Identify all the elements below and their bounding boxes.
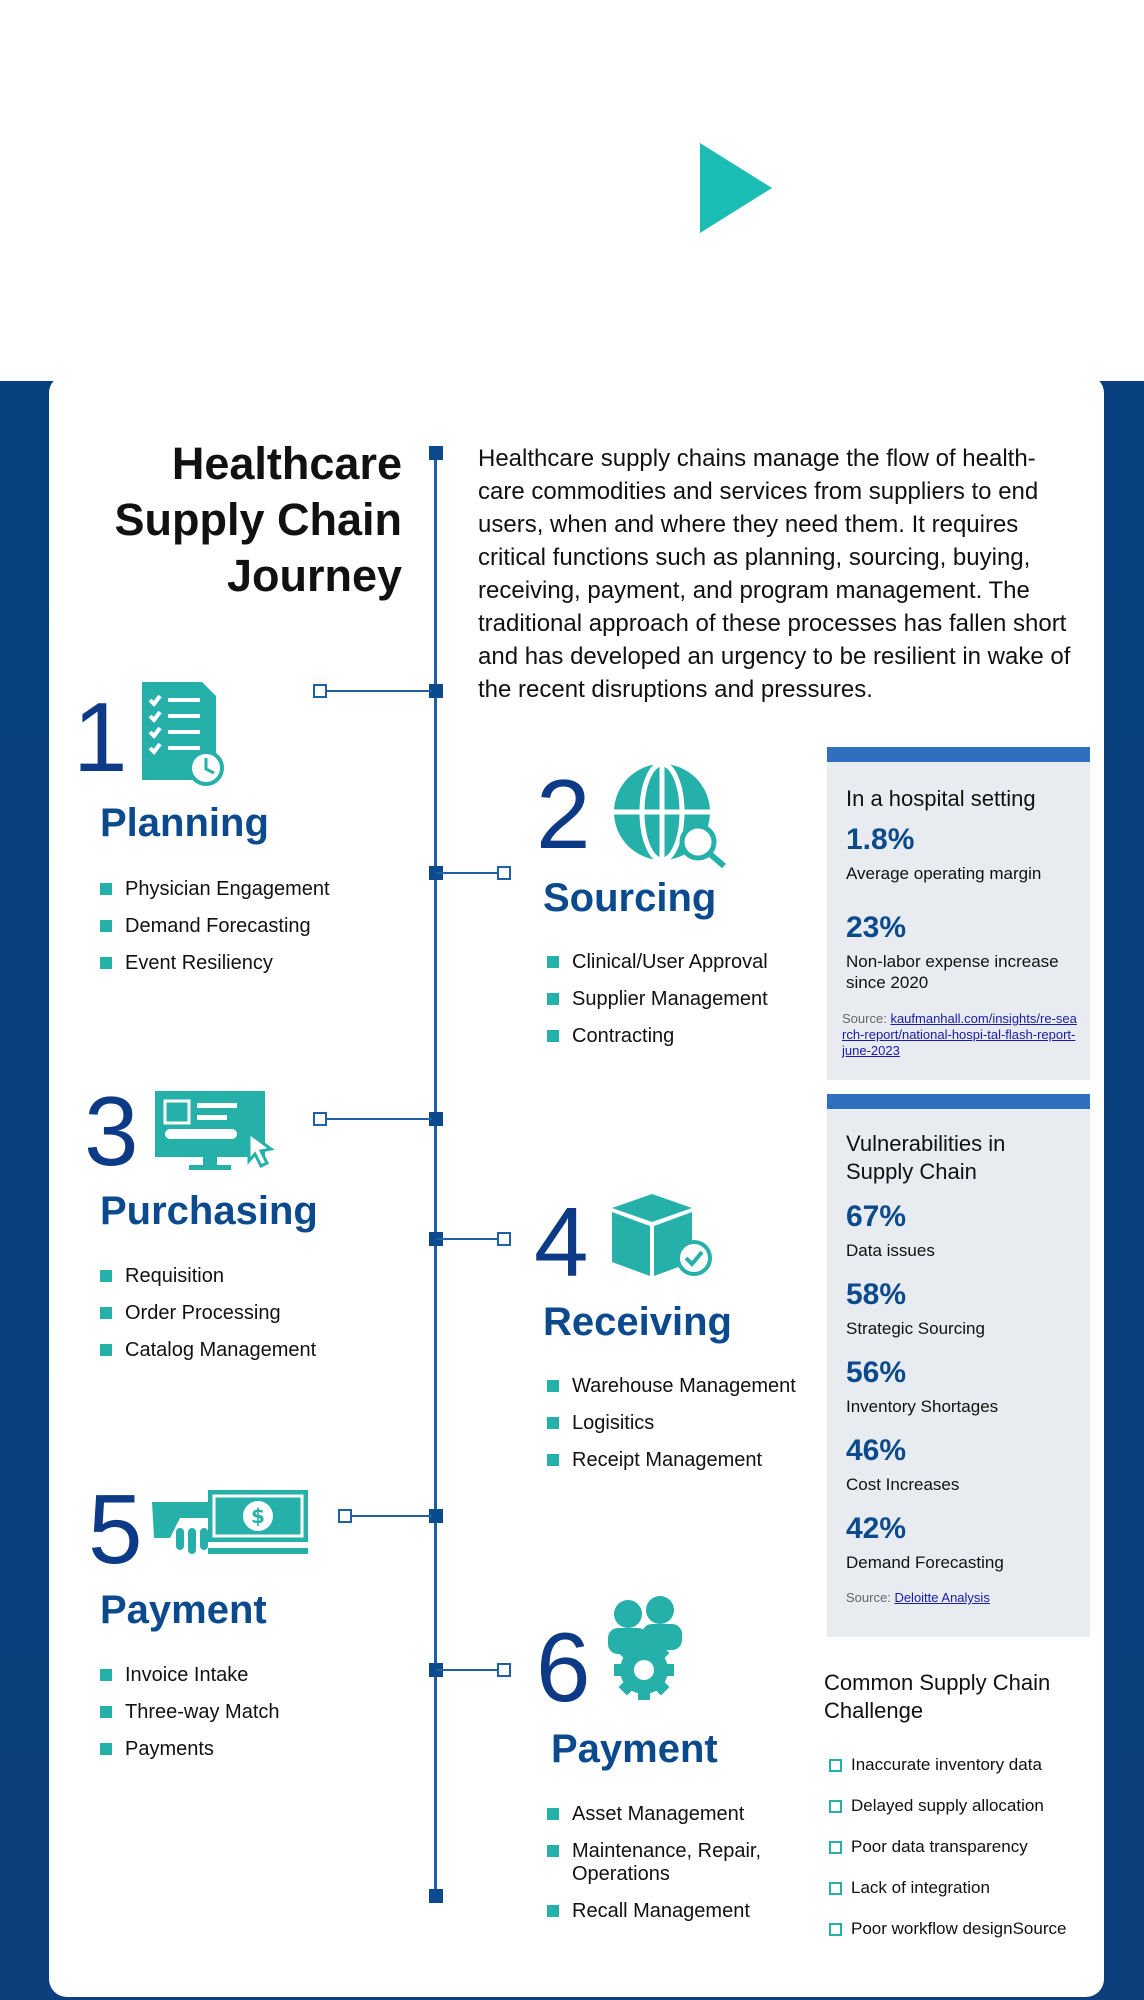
connector-4 (436, 1238, 502, 1240)
bullet-icon (547, 1905, 559, 1917)
box-accent-bar (827, 747, 1090, 762)
list-item: Event Resiliency (100, 945, 330, 982)
list-item: Contracting (547, 1018, 768, 1055)
bullet-icon (829, 1841, 842, 1854)
stage-title: Planning (100, 801, 269, 845)
stat-label: Inventory Shortages (846, 1397, 999, 1416)
bullet-icon (547, 1417, 559, 1429)
stage-number: 4 (534, 1187, 589, 1297)
bullet-icon (547, 956, 559, 968)
bullet-icon (547, 1845, 559, 1857)
stage-list (547, 1796, 787, 1930)
bullet-icon (547, 1030, 559, 1042)
list-item: Lack of integration (829, 1867, 1066, 1908)
checklist-clock-icon (140, 680, 226, 788)
list-item: Supplier Management (547, 981, 768, 1018)
list-item: Payments (100, 1731, 280, 1768)
intro-paragraph: Healthcare supply chains manage the flow of health-care commodities and services from suppliers to end users, when and where they need them. It requires critical functions such as planning, sourcing, buying, receiving, payment, and program management. The traditional approach of these processes has fallen short and has developed an urgency to be resilient in wake of the recent disruptions and pressures. (478, 445, 1071, 703)
stage-title: Receiving (543, 1300, 732, 1344)
challenges-heading: Common Supply Chain Challenge (824, 1670, 1051, 1723)
timeline-node (429, 1889, 443, 1903)
list-item: Invoice Intake (100, 1657, 280, 1694)
connector-marker (313, 1112, 327, 1126)
list-item: Inaccurate inventory data (829, 1744, 1066, 1785)
bullet-icon (100, 1270, 112, 1282)
stage-title: Purchasing (100, 1189, 318, 1233)
stage-title: Sourcing (543, 876, 717, 920)
stat-label: Demand Forecasting (846, 1553, 1004, 1572)
connector-2 (436, 872, 502, 874)
connector-1 (322, 690, 432, 692)
list-item: Clinical/User Approval (547, 944, 768, 981)
play-icon[interactable] (700, 143, 772, 233)
list-item: Three-way Match (100, 1694, 280, 1731)
list-item: Catalog Management (100, 1332, 316, 1369)
source-note: Source: kaufmanhall.com/insights/re-search-report/national-hospi-tal-flash-report-june-2023 (842, 1011, 1077, 1058)
box-check-icon (610, 1192, 714, 1280)
bullet-icon (829, 1923, 842, 1936)
stage-list (100, 1258, 316, 1369)
box-heading: In a hospital setting (846, 786, 1036, 811)
stat-value: 23% (846, 911, 907, 944)
stage-list (100, 871, 330, 982)
page-title: Healthcare Supply Chain Journey (114, 438, 402, 601)
connector-marker (313, 684, 327, 698)
bullet-icon (100, 1307, 112, 1319)
stat-value: 46% (846, 1434, 907, 1467)
box-accent-bar (827, 1094, 1090, 1109)
stat-value: 67% (846, 1200, 907, 1233)
list-item: Poor workflow designSource (829, 1908, 1066, 1949)
stat-label: Data issues (846, 1241, 935, 1260)
bullet-icon (829, 1800, 842, 1813)
stage-number: 1 (73, 682, 128, 792)
timeline-line (434, 452, 437, 1897)
list-item: Receipt Management (547, 1442, 796, 1479)
stat-label: Cost Increases (846, 1475, 960, 1494)
list-item: Asset Management (547, 1796, 787, 1833)
challenges-list (829, 1744, 1066, 1949)
list-item: Physician Engagement (100, 871, 330, 908)
stage-number: 6 (536, 1612, 591, 1722)
people-gear-icon (598, 1594, 690, 1702)
list-item: Logisitics (547, 1405, 796, 1442)
connector-marker (497, 866, 511, 880)
svg-text:$: $ (251, 1504, 265, 1528)
list-item: Delayed supply allocation (829, 1785, 1066, 1826)
bullet-icon (547, 993, 559, 1005)
bullet-icon (547, 1380, 559, 1392)
connector-5 (348, 1515, 432, 1517)
bullet-icon (100, 957, 112, 969)
bullet-icon (547, 1808, 559, 1820)
list-item: Recall Management (547, 1893, 787, 1930)
list-item: Demand Forecasting (100, 908, 330, 945)
bullet-icon (100, 1706, 112, 1718)
bullet-icon (100, 1669, 112, 1681)
list-item: Warehouse Management (547, 1368, 796, 1405)
stat-value: 58% (846, 1278, 907, 1311)
connector-marker (338, 1509, 352, 1523)
bullet-icon (829, 1759, 842, 1772)
stat-label: Non-labor expense increase since 2020 (846, 952, 1059, 992)
stat-value: 42% (846, 1512, 907, 1545)
globe-search-icon (610, 760, 730, 868)
connector-3 (322, 1118, 432, 1120)
source-note: Source: Deloitte Analysis (846, 1590, 990, 1605)
stage-list (547, 1368, 796, 1479)
list-item: Requisition (100, 1258, 316, 1295)
stat-value: 1.8% (846, 823, 915, 856)
connector-marker (497, 1232, 511, 1246)
connector-6 (436, 1669, 502, 1671)
bullet-icon (829, 1882, 842, 1895)
source-link[interactable]: kaufmanhall.com/insights/re-search-report/national-hospi-tal-flash-report-june-2023 (842, 1011, 1077, 1058)
bullet-icon (100, 1344, 112, 1356)
cash-hand-icon (150, 1488, 310, 1560)
connector-marker (497, 1663, 511, 1677)
stat-label: Average operating margin (846, 864, 1042, 883)
stat-label: Strategic Sourcing (846, 1319, 985, 1338)
monitor-cursor-icon (153, 1089, 277, 1171)
bullet-icon (100, 920, 112, 932)
bullet-icon (100, 883, 112, 895)
stage-list (100, 1657, 280, 1768)
list-item: Poor data transparency (829, 1826, 1066, 1867)
stage-number: 2 (536, 759, 591, 869)
list-item: Order Processing (100, 1295, 316, 1332)
vulnerabilities-box (827, 1094, 1090, 1637)
hospital-stats-box (827, 747, 1090, 1080)
source-link[interactable]: Deloitte Analysis (894, 1590, 990, 1605)
box-heading: Vulnerabilities in Supply Chain (846, 1131, 1006, 1184)
bullet-icon (100, 1743, 112, 1755)
stage-title: Payment (551, 1727, 718, 1771)
stage-number: 3 (84, 1076, 139, 1186)
list-item: Maintenance, Repair, Operations (547, 1833, 787, 1893)
stage-list (547, 944, 768, 1055)
stage-number: 5 (88, 1474, 143, 1584)
timeline-node (429, 446, 443, 460)
stat-value: 56% (846, 1356, 907, 1389)
stage-title: Payment (100, 1588, 267, 1632)
bullet-icon (547, 1454, 559, 1466)
